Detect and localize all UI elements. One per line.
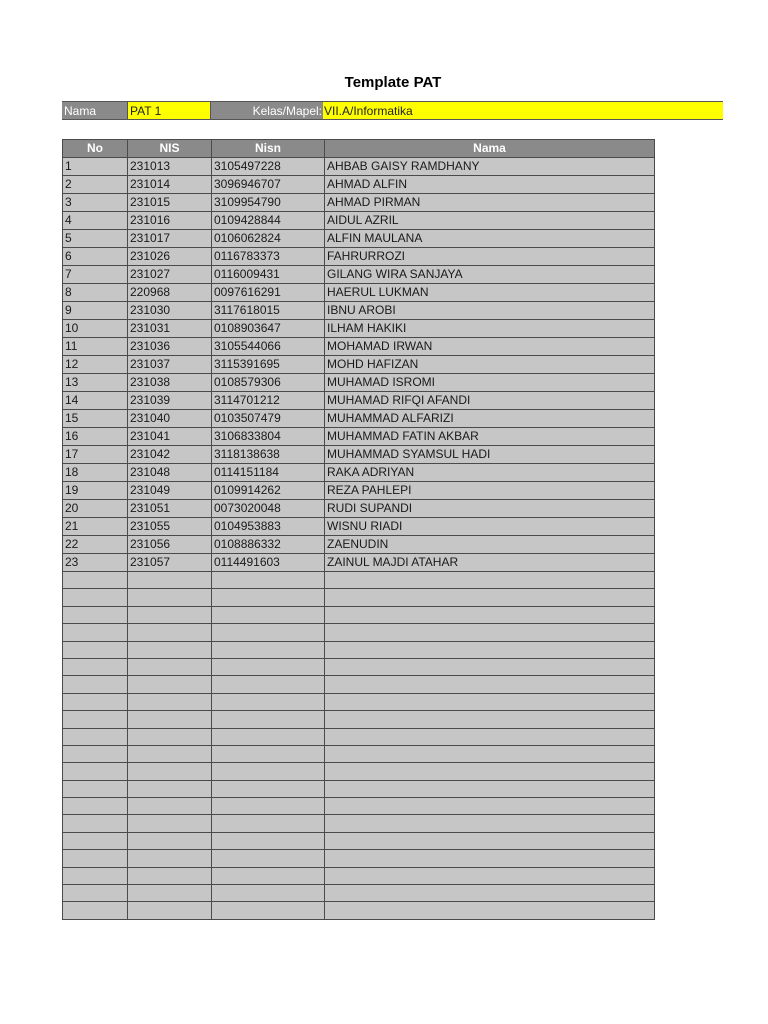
cell-nama[interactable] (325, 624, 655, 641)
table-row (63, 230, 655, 248)
cell-nis[interactable] (128, 763, 212, 780)
cell-no[interactable] (63, 850, 128, 867)
cell-no[interactable] (63, 745, 128, 762)
cell-nis[interactable] (128, 693, 212, 710)
cell-nisn[interactable]: 3109954790 (212, 194, 325, 212)
table-row (63, 428, 655, 446)
cell-nis[interactable] (128, 606, 212, 623)
cell-nis[interactable] (128, 572, 212, 589)
cell-nis[interactable] (128, 780, 212, 797)
cell-nama[interactable] (325, 745, 655, 762)
cell-nama[interactable] (325, 589, 655, 606)
cell-nis[interactable] (128, 711, 212, 728)
table-row (63, 392, 655, 410)
header-nama: Nama (325, 140, 655, 158)
cell-nis[interactable] (128, 902, 212, 919)
table-row (63, 763, 655, 780)
cell-nis[interactable]: 231031 (128, 320, 212, 338)
cell-nama[interactable]: FAHRURROZI (325, 248, 655, 266)
cell-nama[interactable]: MUHAMMAD FATIN AKBAR (325, 428, 655, 446)
table-row (63, 338, 655, 356)
cell-nis[interactable]: 231027 (128, 266, 212, 284)
table-row (63, 885, 655, 902)
cell-no[interactable]: 6 (63, 248, 128, 266)
cell-no[interactable] (63, 624, 128, 641)
cell-nama[interactable]: REZA PAHLEPI (325, 482, 655, 500)
nama-label: Nama (62, 101, 127, 120)
cell-nis[interactable]: 231030 (128, 302, 212, 320)
cell-no[interactable] (63, 606, 128, 623)
cell-nama[interactable] (325, 572, 655, 589)
cell-nis[interactable]: 231014 (128, 176, 212, 194)
cell-no[interactable]: 3 (63, 194, 128, 212)
cell-nisn[interactable]: 0114151184 (212, 464, 325, 482)
table-row (63, 518, 655, 536)
table-row (63, 212, 655, 230)
cell-no[interactable]: 7 (63, 266, 128, 284)
table-row (63, 446, 655, 464)
cell-nisn[interactable] (212, 606, 325, 623)
cell-no[interactable]: 22 (63, 536, 128, 554)
table-row (63, 676, 655, 693)
cell-nisn[interactable] (212, 572, 325, 589)
cell-nisn[interactable] (212, 676, 325, 693)
cell-nama[interactable] (325, 676, 655, 693)
cell-nama[interactable]: AHBAB GAISY RAMDHANY (325, 158, 655, 176)
cell-nisn[interactable] (212, 624, 325, 641)
table-row (63, 320, 655, 338)
cell-nisn[interactable]: 0103507479 (212, 410, 325, 428)
cell-no[interactable] (63, 815, 128, 832)
cell-no[interactable] (63, 658, 128, 675)
cell-no[interactable]: 9 (63, 302, 128, 320)
cell-nis[interactable] (128, 850, 212, 867)
cell-nis[interactable]: 231038 (128, 374, 212, 392)
cell-nis[interactable]: 231049 (128, 482, 212, 500)
table-row (63, 374, 655, 392)
cell-nisn[interactable] (212, 658, 325, 675)
cell-nisn[interactable]: 3115391695 (212, 356, 325, 374)
cell-nis[interactable]: 231048 (128, 464, 212, 482)
cell-nama[interactable] (325, 850, 655, 867)
cell-no[interactable] (63, 641, 128, 658)
table-row (63, 536, 655, 554)
table-row (63, 248, 655, 266)
cell-nama[interactable]: MOHD HAFIZAN (325, 356, 655, 374)
cell-nisn[interactable] (212, 763, 325, 780)
cell-nis[interactable] (128, 832, 212, 849)
page-title: Template PAT (344, 74, 442, 91)
cell-nama[interactable]: ZAENUDIN (325, 536, 655, 554)
cell-nis[interactable] (128, 815, 212, 832)
table-row (63, 780, 655, 797)
cell-nisn[interactable] (212, 780, 325, 797)
cell-no[interactable]: 10 (63, 320, 128, 338)
cell-nis[interactable]: 231041 (128, 428, 212, 446)
cell-no[interactable]: 5 (63, 230, 128, 248)
cell-nama[interactable]: ALFIN MAULANA (325, 230, 655, 248)
cell-nis[interactable]: 231039 (128, 392, 212, 410)
cell-nis[interactable]: 231015 (128, 194, 212, 212)
table-row (63, 284, 655, 302)
cell-nisn[interactable]: 0108579306 (212, 374, 325, 392)
table-row (63, 572, 655, 589)
cell-nama[interactable] (325, 780, 655, 797)
table-row (63, 798, 655, 815)
cell-nisn[interactable]: 3105497228 (212, 158, 325, 176)
cell-nisn[interactable]: 0108903647 (212, 320, 325, 338)
cell-nis[interactable] (128, 658, 212, 675)
cell-nama[interactable] (325, 867, 655, 884)
cell-nama[interactable] (325, 815, 655, 832)
cell-nis[interactable]: 231057 (128, 554, 212, 572)
cell-no[interactable] (63, 867, 128, 884)
cell-no[interactable] (63, 676, 128, 693)
cell-no[interactable]: 17 (63, 446, 128, 464)
cell-no[interactable] (63, 572, 128, 589)
cell-nis[interactable]: 231016 (128, 212, 212, 230)
cell-nama[interactable] (325, 641, 655, 658)
table-row (63, 693, 655, 710)
cell-nis[interactable] (128, 745, 212, 762)
table-row (63, 194, 655, 212)
table-row (63, 745, 655, 762)
cell-nis[interactable]: 231056 (128, 536, 212, 554)
table-row (63, 410, 655, 428)
cell-nisn[interactable] (212, 867, 325, 884)
cell-no[interactable] (63, 763, 128, 780)
table-row (63, 482, 655, 500)
cell-nis[interactable]: 231040 (128, 410, 212, 428)
table-row (63, 266, 655, 284)
cell-no[interactable] (63, 832, 128, 849)
cell-nis[interactable] (128, 867, 212, 884)
table-row (63, 464, 655, 482)
kelas-mapel-label: Kelas/Mapel: (211, 101, 323, 120)
cell-nama[interactable] (325, 885, 655, 902)
cell-no[interactable]: 20 (63, 500, 128, 518)
cell-nama[interactable] (325, 693, 655, 710)
header-nis: NIS (128, 140, 212, 158)
cell-no[interactable]: 16 (63, 428, 128, 446)
table-body (63, 158, 655, 920)
cell-nama[interactable]: ZAINUL MAJDI ATAHAR (325, 554, 655, 572)
cell-nama[interactable] (325, 798, 655, 815)
cell-no[interactable]: 18 (63, 464, 128, 482)
cell-nisn[interactable]: 0097616291 (212, 284, 325, 302)
header-nisn: Nisn (212, 140, 325, 158)
cell-nama[interactable]: AIDUL AZRIL (325, 212, 655, 230)
table-row (63, 624, 655, 641)
cell-nisn[interactable]: 0116783373 (212, 248, 325, 266)
table-row (63, 867, 655, 884)
table-row (63, 658, 655, 675)
cell-nama[interactable]: AHMAD ALFIN (325, 176, 655, 194)
cell-nama[interactable]: MOHAMAD IRWAN (325, 338, 655, 356)
header-no: No (63, 140, 128, 158)
cell-nisn[interactable]: 3117618015 (212, 302, 325, 320)
cell-nama[interactable] (325, 658, 655, 675)
cell-nisn[interactable]: 0114491603 (212, 554, 325, 572)
cell-no[interactable] (63, 589, 128, 606)
cell-no[interactable] (63, 798, 128, 815)
cell-nisn[interactable] (212, 815, 325, 832)
cell-no[interactable]: 8 (63, 284, 128, 302)
cell-nis[interactable]: 231051 (128, 500, 212, 518)
cell-nama[interactable] (325, 711, 655, 728)
table-header-row (63, 140, 655, 158)
cell-no[interactable] (63, 693, 128, 710)
cell-nisn[interactable] (212, 711, 325, 728)
cell-nis[interactable]: 231042 (128, 446, 212, 464)
cell-nisn[interactable] (212, 589, 325, 606)
cell-nama[interactable]: ILHAM HAKIKI (325, 320, 655, 338)
cell-nis[interactable] (128, 676, 212, 693)
cell-nama[interactable]: AHMAD PIRMAN (325, 194, 655, 212)
cell-nisn[interactable]: 0109428844 (212, 212, 325, 230)
cell-nis[interactable] (128, 885, 212, 902)
cell-nisn[interactable] (212, 832, 325, 849)
cell-nis[interactable]: 231055 (128, 518, 212, 536)
cell-no[interactable]: 21 (63, 518, 128, 536)
cell-no[interactable]: 4 (63, 212, 128, 230)
cell-nama[interactable]: MUHAMMAD SYAMSUL HADI (325, 446, 655, 464)
cell-nama[interactable]: MUHAMMAD ALFARIZI (325, 410, 655, 428)
cell-no[interactable]: 19 (63, 482, 128, 500)
cell-nisn[interactable] (212, 902, 325, 919)
cell-no[interactable]: 15 (63, 410, 128, 428)
cell-nama[interactable] (325, 832, 655, 849)
cell-no[interactable]: 14 (63, 392, 128, 410)
table-row (63, 176, 655, 194)
cell-nisn[interactable] (212, 641, 325, 658)
nama-value-field[interactable]: PAT 1 (127, 101, 211, 120)
table-row (63, 356, 655, 374)
cell-nisn[interactable] (212, 798, 325, 815)
cell-no[interactable]: 11 (63, 338, 128, 356)
cell-nis[interactable]: 231026 (128, 248, 212, 266)
cell-nisn[interactable]: 3114701212 (212, 392, 325, 410)
cell-nisn[interactable]: 0104953883 (212, 518, 325, 536)
cell-no[interactable] (63, 780, 128, 797)
cell-nisn[interactable]: 0073020048 (212, 500, 325, 518)
kelas-mapel-value-field[interactable]: VII.A/Informatika (323, 101, 723, 120)
table-row (63, 902, 655, 919)
cell-nis[interactable] (128, 624, 212, 641)
cell-no[interactable] (63, 711, 128, 728)
cell-nis[interactable]: 231036 (128, 338, 212, 356)
cell-no[interactable]: 1 (63, 158, 128, 176)
cell-nisn[interactable] (212, 885, 325, 902)
cell-nama[interactable]: MUHAMAD ISROMI (325, 374, 655, 392)
cell-nama[interactable]: RUDI SUPANDI (325, 500, 655, 518)
cell-no[interactable] (63, 885, 128, 902)
table-row (63, 711, 655, 728)
cell-nisn[interactable] (212, 728, 325, 745)
cell-no[interactable]: 12 (63, 356, 128, 374)
table-row (63, 302, 655, 320)
table-row (63, 554, 655, 572)
cell-nama[interactable]: HAERUL LUKMAN (325, 284, 655, 302)
table-row (63, 832, 655, 849)
cell-nama[interactable] (325, 763, 655, 780)
table-row (63, 589, 655, 606)
cell-nama[interactable]: RAKA ADRIYAN (325, 464, 655, 482)
cell-nisn[interactable]: 0109914262 (212, 482, 325, 500)
cell-nisn[interactable]: 3118138638 (212, 446, 325, 464)
cell-nisn[interactable]: 3096946707 (212, 176, 325, 194)
cell-nisn[interactable]: 3106833804 (212, 428, 325, 446)
cell-nisn[interactable]: 0108886332 (212, 536, 325, 554)
cell-no[interactable]: 2 (63, 176, 128, 194)
cell-nama[interactable]: IBNU AROBI (325, 302, 655, 320)
cell-nama[interactable]: GILANG WIRA SANJAYA (325, 266, 655, 284)
cell-nis[interactable]: 231017 (128, 230, 212, 248)
cell-nis[interactable]: 231013 (128, 158, 212, 176)
table-row (63, 815, 655, 832)
table-row (63, 850, 655, 867)
cell-nisn[interactable]: 0116009431 (212, 266, 325, 284)
table-row (63, 728, 655, 745)
cell-nisn[interactable] (212, 850, 325, 867)
cell-nis[interactable] (128, 641, 212, 658)
table-row (63, 500, 655, 518)
cell-nisn[interactable]: 3105544066 (212, 338, 325, 356)
cell-nisn[interactable]: 0106062824 (212, 230, 325, 248)
cell-nis[interactable]: 231037 (128, 356, 212, 374)
cell-nisn[interactable] (212, 745, 325, 762)
cell-no[interactable] (63, 728, 128, 745)
cell-nama[interactable] (325, 728, 655, 745)
cell-nama[interactable] (325, 902, 655, 919)
cell-nis[interactable]: 220968 (128, 284, 212, 302)
cell-nama[interactable] (325, 606, 655, 623)
cell-no[interactable] (63, 902, 128, 919)
cell-no[interactable]: 23 (63, 554, 128, 572)
table-row (63, 158, 655, 176)
cell-nis[interactable] (128, 798, 212, 815)
cell-nama[interactable]: WISNU RIADI (325, 518, 655, 536)
cell-nama[interactable]: MUHAMAD RIFQI AFANDI (325, 392, 655, 410)
cell-nis[interactable] (128, 589, 212, 606)
cell-no[interactable]: 13 (63, 374, 128, 392)
table-row (63, 641, 655, 658)
cell-nis[interactable] (128, 728, 212, 745)
table-row (63, 606, 655, 623)
cell-nisn[interactable] (212, 693, 325, 710)
student-roster-table (62, 139, 655, 920)
